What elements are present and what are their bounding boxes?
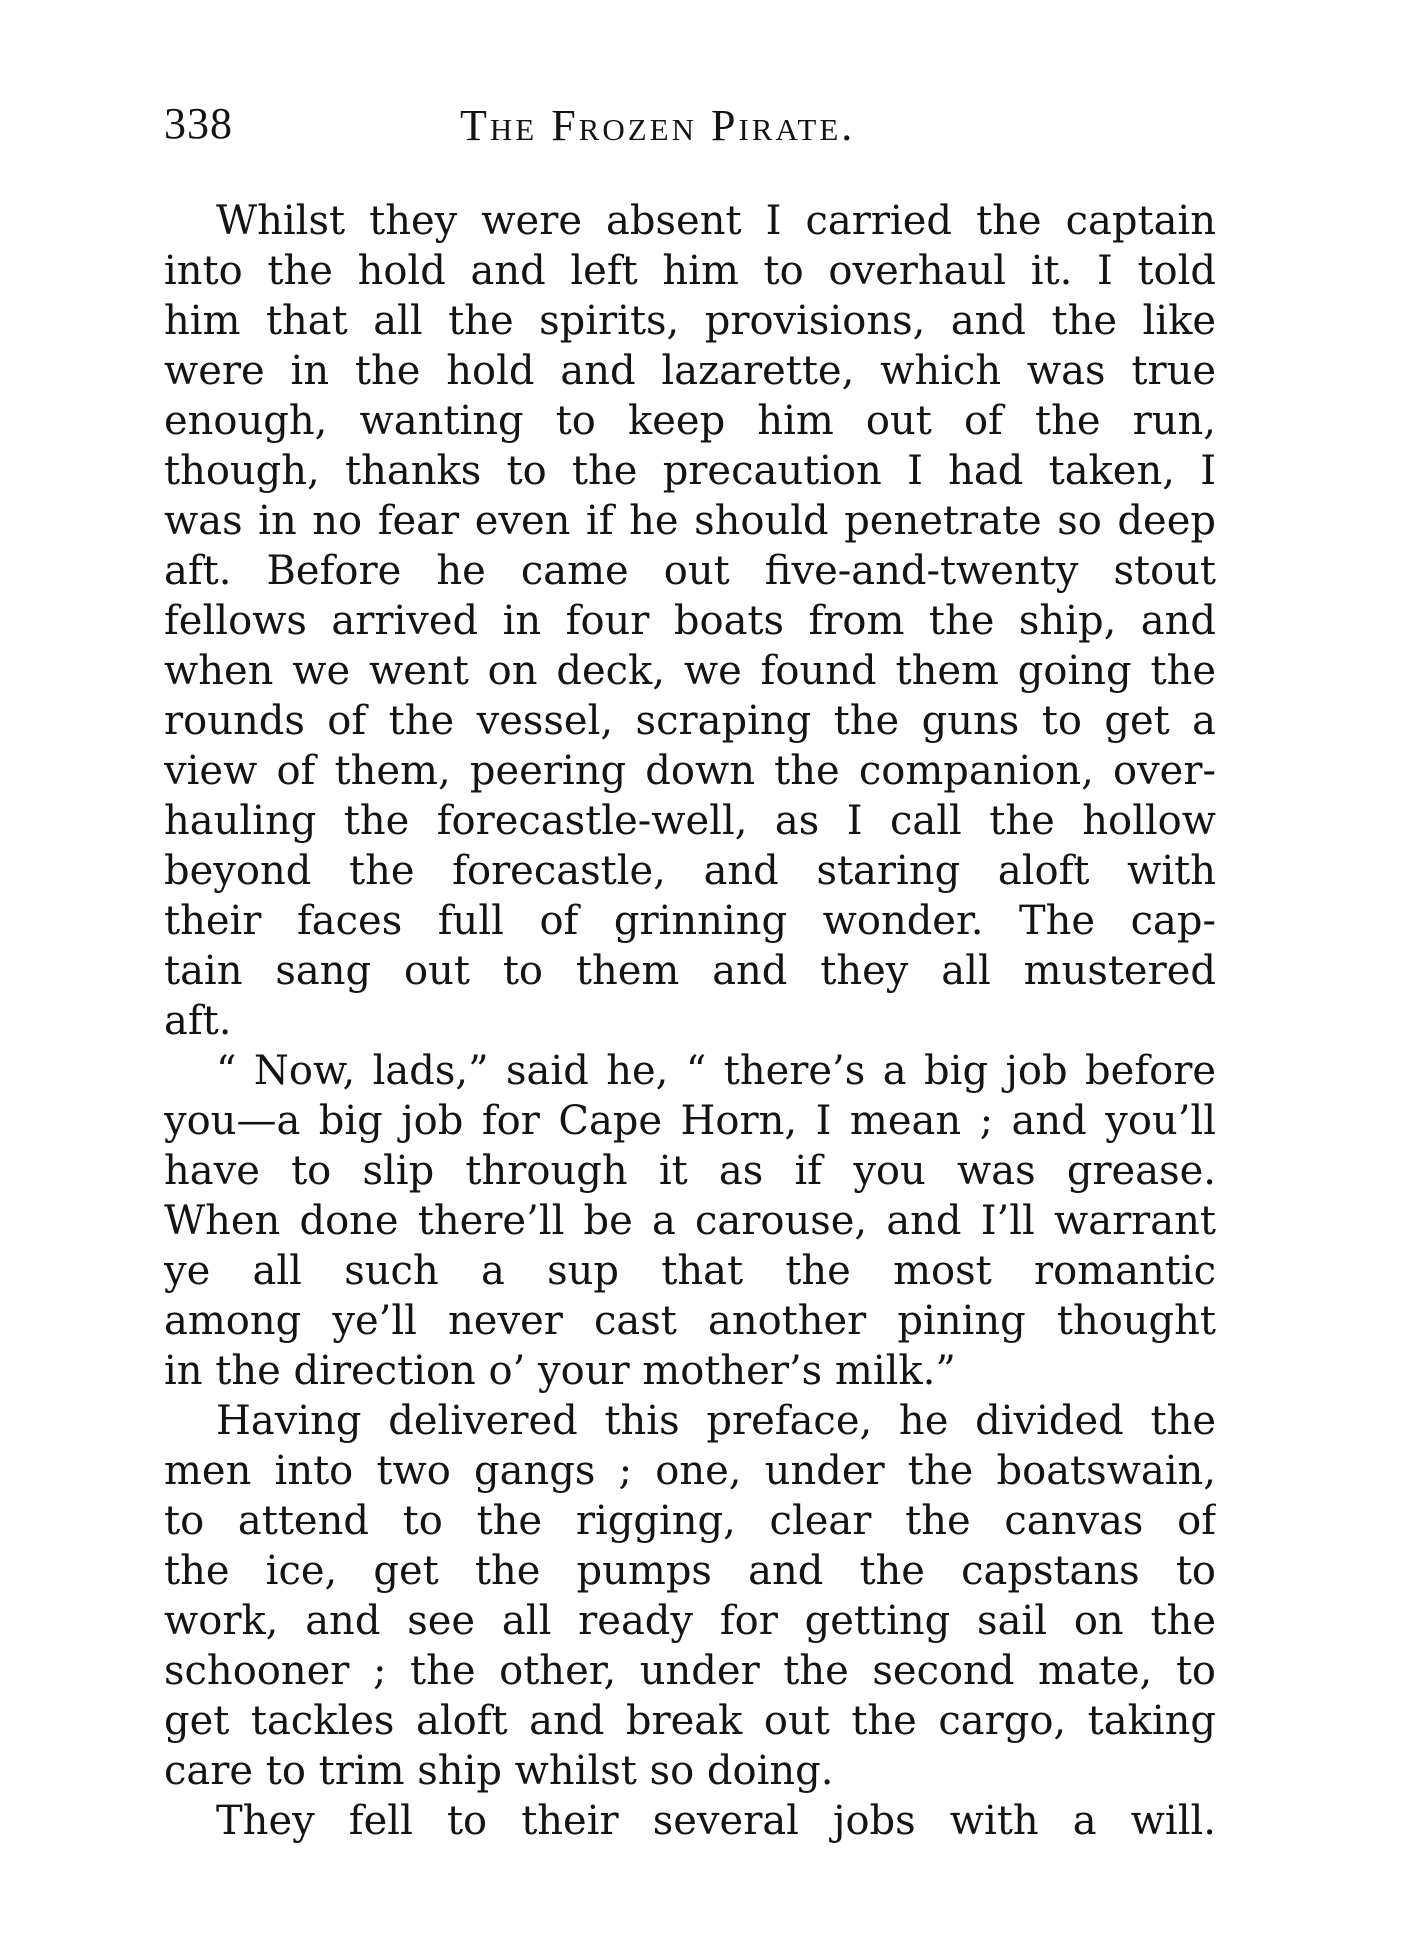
text-line: men into two gangs ; one, under the boatswain, (164, 1448, 1216, 1494)
text-line: to attend to the rigging, clear the canvas of (164, 1498, 1216, 1544)
page-number: 338 (164, 99, 233, 148)
text-line: get tackles aloft and break out the cargo, taking (164, 1698, 1216, 1744)
text-line: their faces full of grinning wonder. The cap- (164, 898, 1216, 944)
text-line: into the hold and left him to overhaul it. I told (164, 248, 1216, 294)
text-line: When done there’ll be a carouse, and I’ll warrant (164, 1198, 1216, 1244)
text-line: among ye’ll never cast another pining thought (164, 1298, 1216, 1344)
text-line: schooner ; the other, under the second mate, to (164, 1648, 1216, 1694)
running-title: The Frozen Pirate. (460, 101, 856, 150)
text-line: beyond the forecastle, and staring aloft with (164, 848, 1216, 894)
text-line: when we went on deck, we found them going the (164, 648, 1216, 694)
text-line: rounds of the vessel, scraping the guns to get a (164, 698, 1216, 744)
text-line: you—a big job for Cape Horn, I mean ; and you’ll (164, 1098, 1216, 1144)
text-line: aft. (164, 998, 232, 1044)
running-header (164, 98, 1216, 158)
text-line: view of them, peering down the companion, over- (164, 748, 1216, 794)
text-line: have to slip through it as if you was grease. (164, 1148, 1216, 1194)
text-line: Whilst they were absent I carried the captain (216, 198, 1216, 244)
text-line: was in no fear even if he should penetrate so deep (164, 498, 1216, 544)
text-line: enough, wanting to keep him out of the run, (164, 398, 1216, 444)
text-line: him that all the spirits, provisions, and the like (164, 298, 1216, 344)
text-line: though, thanks to the precaution I had taken, I (164, 448, 1216, 494)
text-line: ye all such a sup that the most romantic (164, 1248, 1216, 1294)
text-line: work, and see all ready for getting sail on the (164, 1598, 1216, 1644)
text-line: They fell to their several jobs with a will. (216, 1798, 1216, 1844)
text-line: Having delivered this preface, he divided the (216, 1398, 1216, 1444)
text-line: tain sang out to them and they all mustered (164, 948, 1216, 994)
text-line: care to trim ship whilst so doing. (164, 1748, 834, 1794)
body-text (164, 196, 1216, 1846)
text-line: aft. Before he came out five-and-twenty stout (164, 548, 1216, 594)
text-line: were in the hold and lazarette, which was true (164, 348, 1216, 394)
text-line: hauling the forecastle-well, as I call the hollow (164, 798, 1216, 844)
text-line: the ice, get the pumps and the capstans to (164, 1548, 1216, 1594)
text-line: fellows arrived in four boats from the ship, and (164, 598, 1216, 644)
text-line: in the direction o’ your mother’s milk.” (164, 1348, 956, 1394)
text-line: “ Now, lads,” said he, “ there’s a big job before (216, 1048, 1216, 1094)
